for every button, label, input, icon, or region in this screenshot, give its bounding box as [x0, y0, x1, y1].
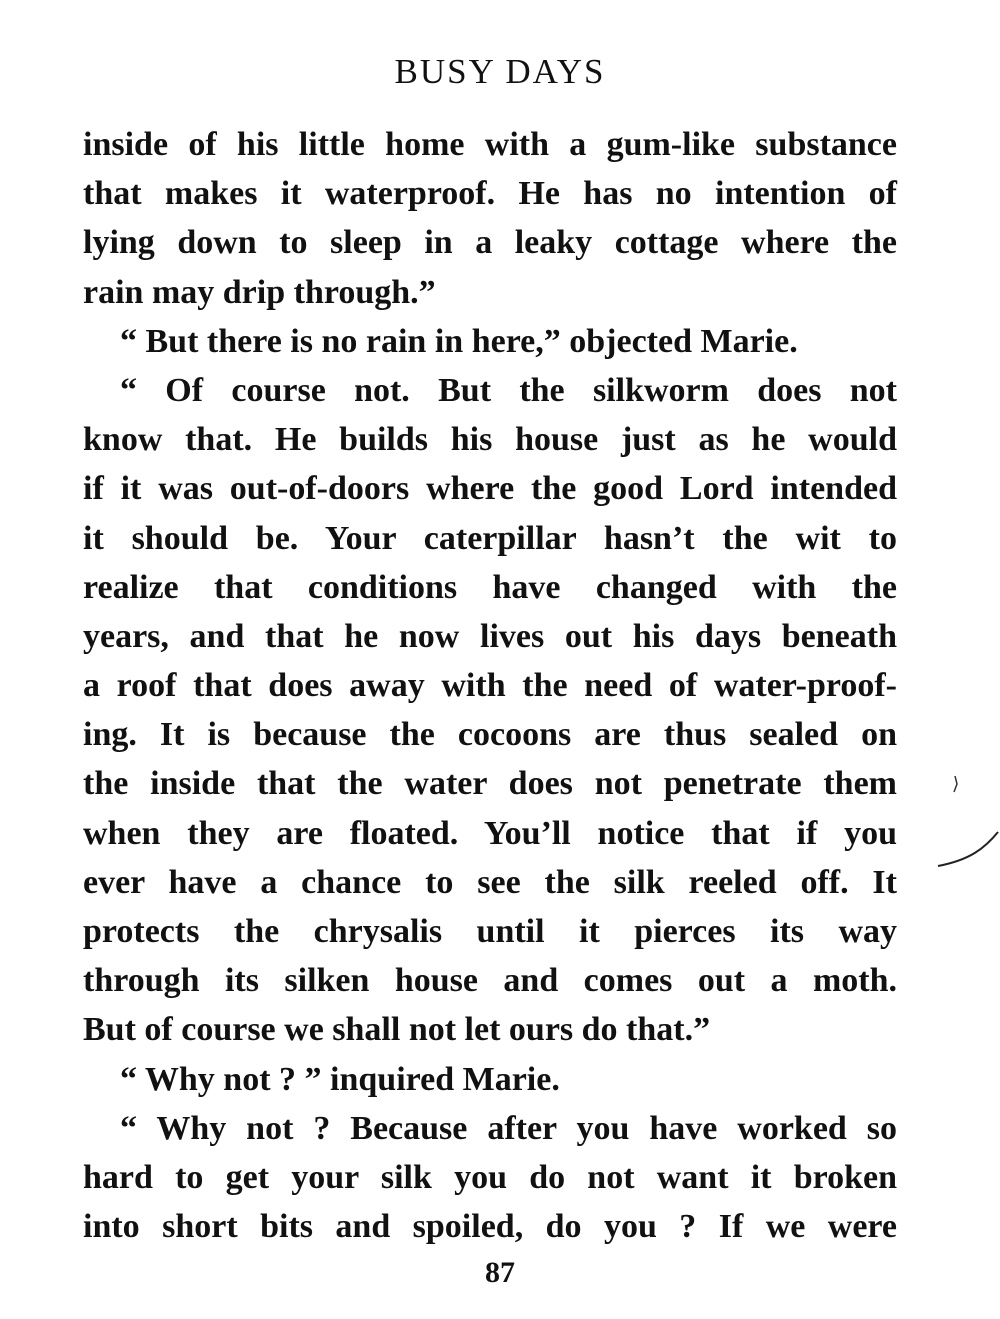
text-line: know that. He builds his house just as he would — [83, 421, 897, 459]
text-line: “ Of course not. But the silkworm does not — [120, 371, 897, 409]
text-line: “ Why not ? ” inquired Marie. — [120, 1060, 560, 1098]
text-line: But of course we shall not let ours do that.” — [83, 1011, 711, 1049]
text-line: it should be. Your caterpillar hasn’t the wit to — [83, 519, 897, 557]
text-line: realize that conditions have changed with the — [83, 568, 897, 606]
text-line: into short bits and spoiled, do you ? If we were — [83, 1208, 897, 1246]
text-line: ever have a chance to see the silk reeled off. It — [83, 863, 897, 901]
text-line: “ But there is no rain in here,” objected Marie. — [120, 322, 798, 360]
body-text — [83, 120, 897, 1251]
margin-pencil-mark — [930, 770, 1000, 880]
text-line: inside of his little home with a gum-like substance — [83, 126, 897, 163]
text-line: hard to get your silk you do not want it broken — [83, 1158, 897, 1196]
page-number: 87 — [485, 1256, 515, 1289]
text-line: ing. It is because the cocoons are thus sealed on — [83, 716, 897, 754]
text-line: that makes it waterproof. He has no intention of — [83, 175, 897, 213]
text-line: lying down to sleep in a leaky cottage where the — [83, 224, 897, 262]
text-line: years, and that he now lives out his days beneath — [83, 617, 897, 655]
text-line: if it was out-of-doors where the good Lord intended — [83, 470, 897, 508]
text-line: protects the chrysalis until it pierces its way — [83, 913, 897, 950]
text-line: the inside that the water does not penetrate them — [83, 765, 897, 803]
page-header: BUSY DAYS — [394, 52, 606, 91]
text-line: rain may drip through.” — [83, 273, 436, 311]
text-line: when they are floated. You’ll notice that if you — [83, 814, 897, 852]
text-line: a roof that does away with the need of water-proof- — [83, 667, 897, 705]
text-line: through its silken house and comes out a moth. — [83, 962, 897, 1000]
text-line: “ Why not ? Because after you have worked so — [120, 1109, 897, 1147]
